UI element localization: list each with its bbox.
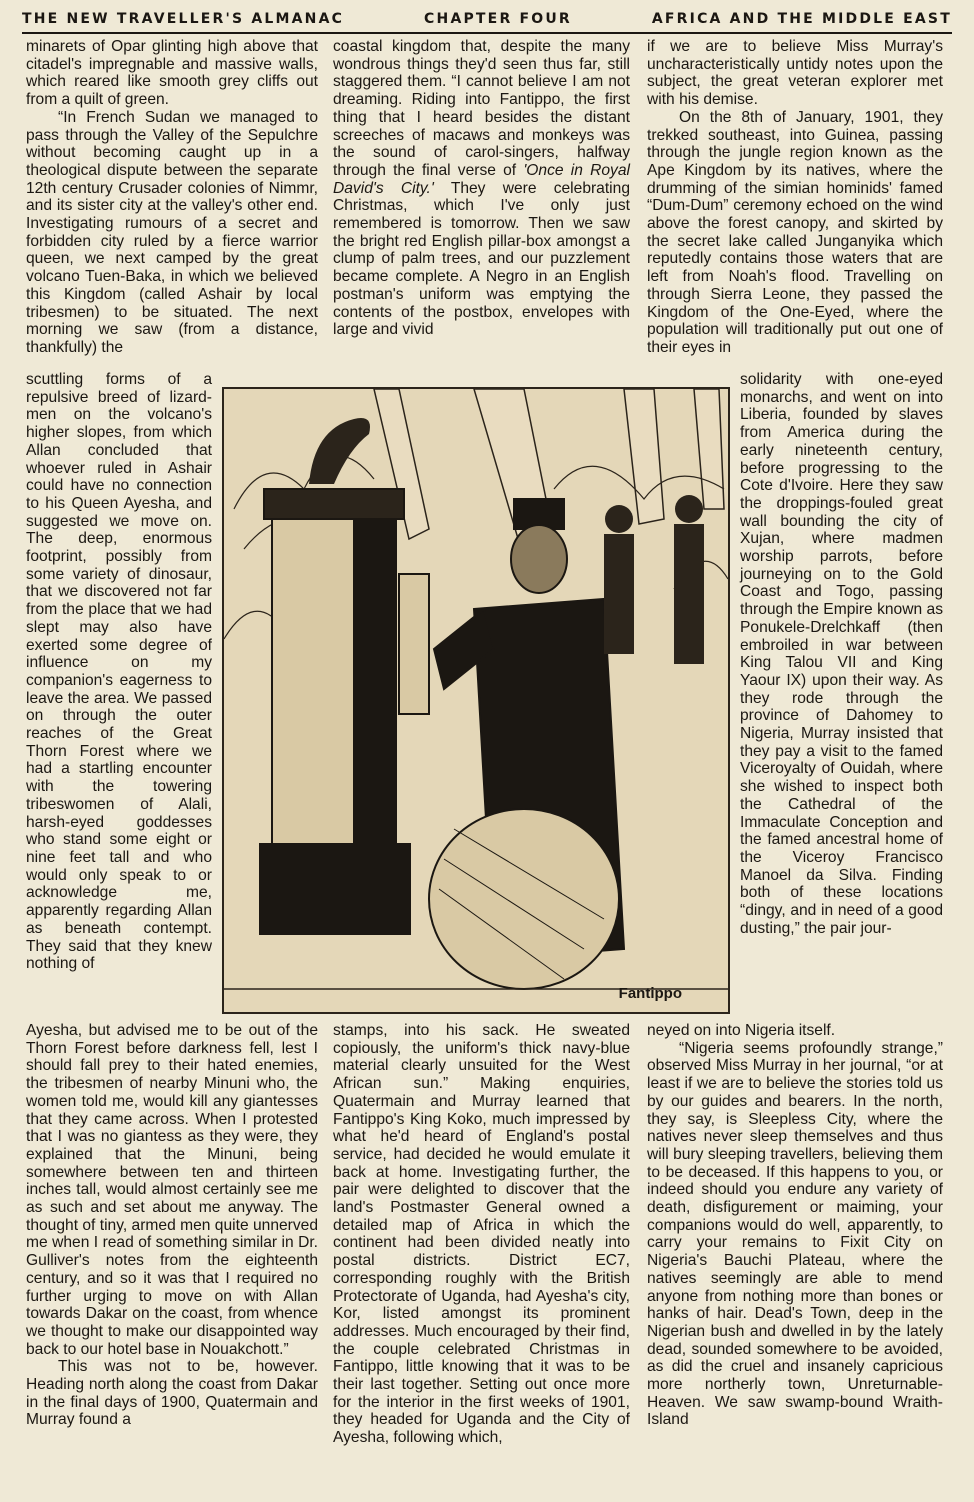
- parrot: [309, 418, 370, 484]
- paragraph: solidarity with one-eyed monarchs, and went on into Liberia, founded by slaves from America during the early nineteenth century, before progressing to the Cote d'Ivoire. Here they saw the droppings-fouled great wall bounding the city of Xujan, where madmen worship parrots, before journeying on to the Gold Coast and Togo, passing through the Empire known as Ponukele-Drelchkaff (then embroiled in war between King Talou VII and King Yaour IX) upon their way. As they rode through the province of Dahomey to Nigeria, Murray insisted that they pay a visit to the famed Viceroyalty of Ouidah, where she wished to inspect both the Cathedral of the Immaculate Conception and the famed ancestral home of the Viceroy Francisco Manoel da Silva. Finding both of these locations “dingy, and in need of a good dusting,” the pair jour-: [740, 371, 943, 937]
- paragraph: [333, 38, 630, 339]
- paragraph: stamps, into his sack. He sweated copiously, the uniform's thick navy-blue material clearly unsuited for the West African sun.” Making enquiries, Quatermain and Murray learned that Fantippo's King Koko, much impressed by what he'd heard of England's postal service, had decided he would emulate it back at home. Investigating further, the pair were delighted to discover that the land's Postmaster General owned a detailed map of Africa in which the continent had been divided neatly into postal districts. District EC7, corresponding roughly with the British Protectorate of Uganda, had Ayesha's city, Kor, listed amongst its prominent addresses. Much encouraged by their find, the couple celebrated Christmas in Fantippo, little knowing that it was to be their last together. Setting out once more for the interior in the first weeks of 1901, they headed for Uganda and the City of Ayesha, following which,: [333, 1022, 630, 1447]
- illustration-fantippo: [222, 387, 730, 1014]
- column-3-bottom: [647, 1022, 943, 1429]
- carol-title: 'Once in Royal David's City.': [333, 161, 630, 197]
- paragraph: This was not to be, however. Heading north along the coast from Dakar in the final days of 1900, Quatermain and Murray found a: [26, 1358, 318, 1429]
- column-2-top: [333, 38, 630, 339]
- paragraph: neyed on into Nigeria itself.: [647, 1022, 836, 1039]
- paragraph: minarets of Opar glinting high above that citadel's impregnable and massive walls, which reared like smooth grey cliffs out from a quilt of green.: [26, 38, 318, 109]
- paragraph: “In French Sudan we managed to pass through the Valley of the Sepulchre without becoming caught up in a theological dispute between the separate 12th century Crusader colonies of Nimmr, and its sister city at the valley's other end. Investigating rumours of a secret and forbidden city ruled by a fierce warrior queen, we next camped by the great volcano Tuen-Baka, in which we believed this Kingdom (called Ashair by local tribesmen) to be situated. The next morning we saw (from a distance, thankfully) the: [26, 108, 318, 356]
- column-2-bottom: [333, 1022, 630, 1447]
- figure-caption: Fantippo: [618, 985, 682, 1002]
- column-1-middle: [26, 371, 212, 973]
- section-title: AFRICA AND THE MIDDLE EAST: [651, 11, 952, 27]
- chapter-label: CHAPTER FOUR: [424, 11, 572, 27]
- paragraph: if we are to believe Miss Murray's uncharacteristically untidy notes upon the subject, the great veteran explorer met with his demise.: [647, 38, 943, 109]
- pillar-box: [260, 489, 429, 934]
- paragraph: Ayesha, but advised me to be out of the Thorn Forest before darkness fell, lest I should fall prey to their hated enemies, the tribesmen of nearby Minuni who, the women told me, would kill any giantesses that they came across. When I protested that I was no giantess as they were, they explained that the Minuni, being somewhere between ten and thirteen inches tall, would almost certainly see me as such and set about me anyway. The thought of tiny, armed men quite unnerved me when I read of something similar in Dr. Gulliver's notes from the eighteenth century, and so it was that I required no further urging to move on with Allan towards Dakar on the coast, from whence we thought to make our disappointed way back to our hotel base in Nouakchott.”: [26, 1022, 318, 1358]
- paragraph: On the 8th of January, 1901, they trekked southeast, into Guinea, passing through the jungle region known as the Ape Kingdom by its natives, where the drumming of the simian hominids' famed “Dum-Dum” ceremony echoed on the wind above the forest canopy, and skirted by the secret lake called Junganyika which reputedly contains those waters that are left from Noah's flood. Travelling on through Sierra Leone, they passed the Kingdom of the One-Eyed, where the population will traditionally put out one of their eyes in: [647, 108, 943, 356]
- paragraph: scuttling forms of a repulsive breed of lizard-men on the volcano's higher slopes, from which Allan concluded that whoever ruled in Ashair could have no connection to his Queen Ayesha, and suggested we move on. The deep, enormous footprint, possibly from some variety of dinosaur, that we discovered not far from the place that we had slept may also have exerted some degree of influence on my companion's eagerness to leave the area. We passed on through the outer reaches of the Great Thorn Forest where we had a startling encounter with the towering tribeswomen of Alali, harsh-eyed goddesses who stand some eight or nine feet tall and who would only speak to or acknowledge me, apparently regarding Allan as beneath contempt. They said that they knew nothing of: [26, 371, 212, 973]
- running-header: [22, 6, 952, 34]
- book-title: THE NEW TRAVELLER'S ALMANAC: [22, 11, 345, 27]
- text-run: coastal kingdom that, despite the many wondrous things they'd seen thus far, still staggered them. “I cannot believe I am not dreaming. Riding into Fantippo, the first thing that I heard besides the distant screeches of macaws and monkeys was the sound of carol-singers, halfway through the final verse of: [333, 38, 630, 179]
- mail-sack: [429, 809, 619, 989]
- column-3-middle: [740, 371, 943, 938]
- column-1-bottom: [26, 1022, 318, 1429]
- column-1-top: [26, 38, 318, 357]
- illustration-drawing: [224, 389, 728, 1012]
- paragraph: “Nigeria seems profoundly strange,” observed Miss Murray in her journal, “or at least if we are to believe the stories told us by our guides and bearers. In the north, they say, is Sleepless City, where the natives never sleep themselves and thus will bury sleeping travellers, believing them to be deceased. If this happens to you, or indeed should you endure any variety of death, disfigurement or maiming, your companions would do well, apparently, to carry your remains to Fixit City on Nigeria's Bauchi Plateau, where the natives seemingly are able to mend anyone from nothing more than bones or hanks of hair. Dead's Town, deep in the Nigerian bush and dwelled in by the lately dead, sounded somewhere to be avoided, as did the cruel and insanely capricious more northerly town, Unreturnable-Heaven. We saw swamp-bound Wraith-Island: [647, 1039, 943, 1429]
- text-run: They were celebrating Christmas, which I've only just remembered is tomorrow. Then we saw the bright red English pillar-box amongst a clump of palm trees, and our puzzlement became complete. A Negro in an English postman's uniform was emptying the contents of the postbox, envelopes with large and vivid: [333, 179, 630, 339]
- column-3-top: [647, 38, 943, 357]
